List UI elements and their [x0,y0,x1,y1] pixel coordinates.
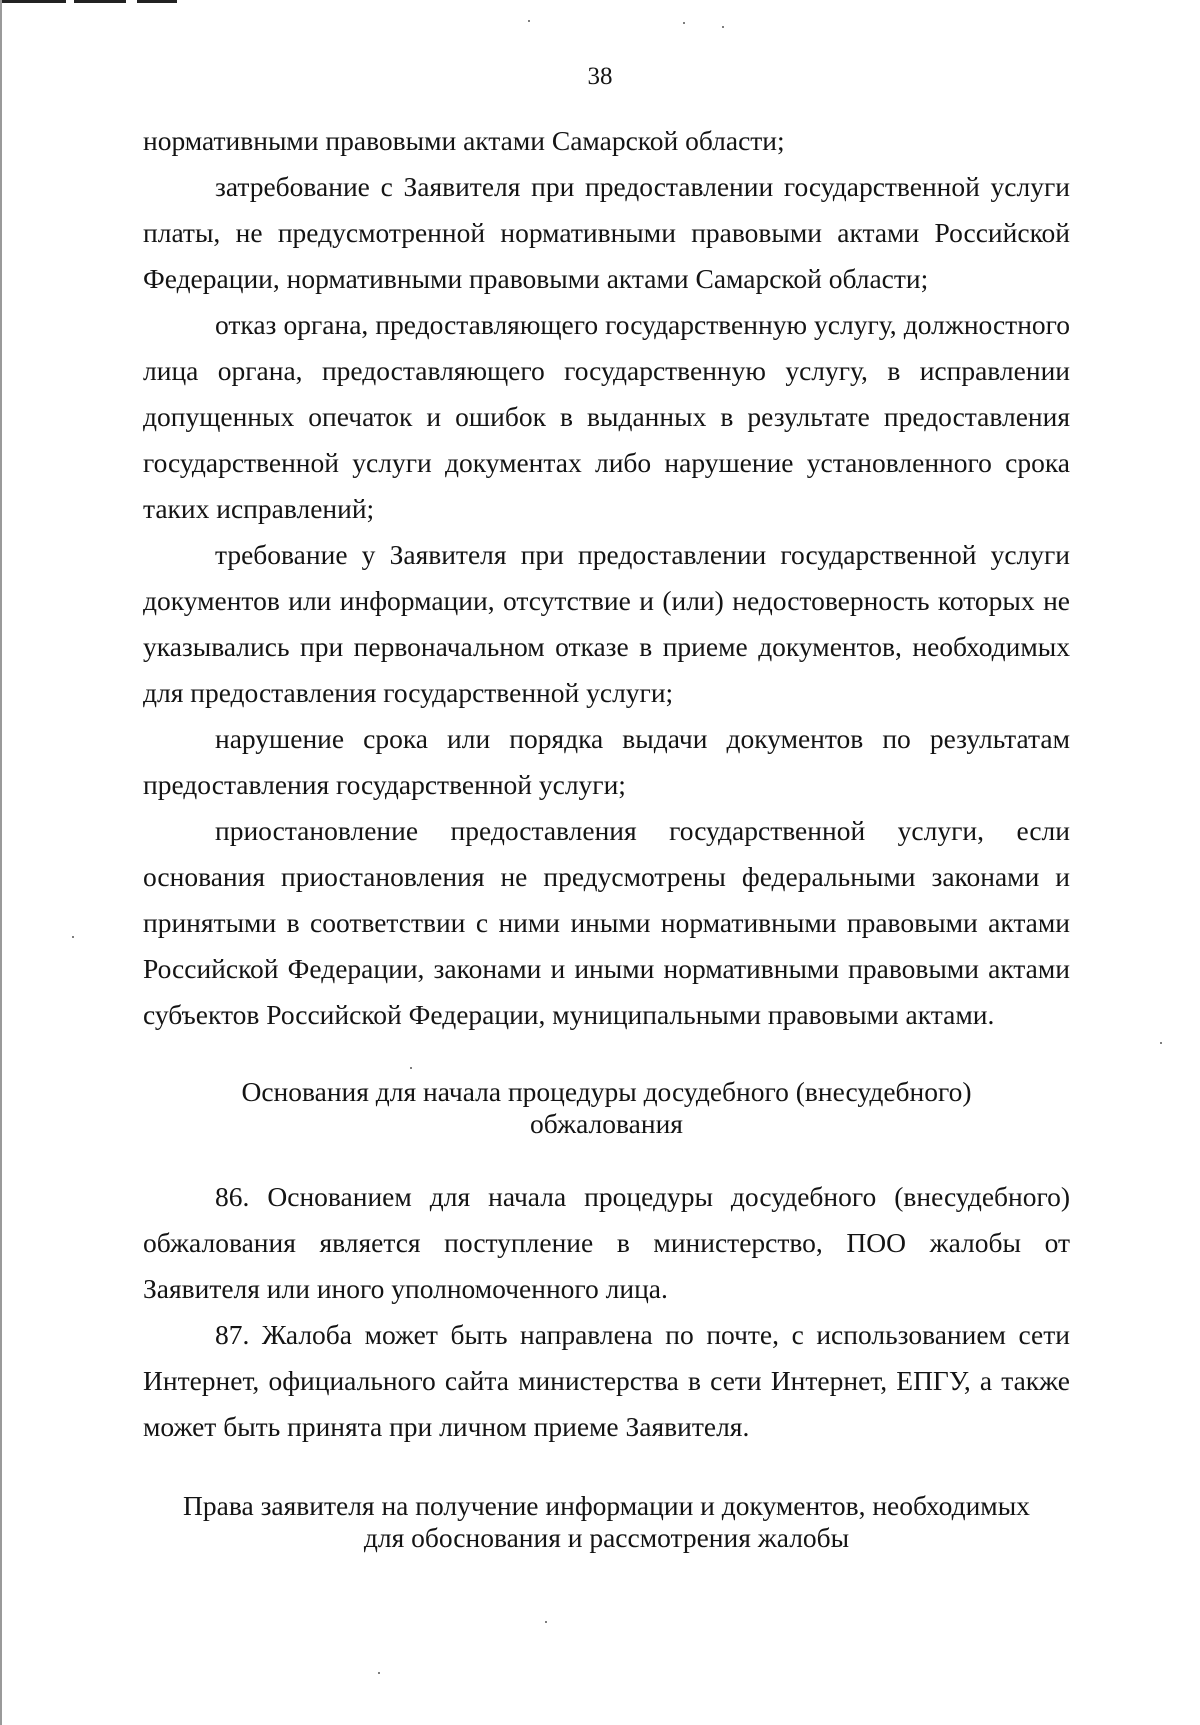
scan-edge-mark [74,0,126,3]
page-number: 38 [587,63,613,90]
paragraph: отказ органа, предоставляющего государственную услугу, должностного лица органа, предоставляющего государственную услугу, в исправлении допущенных опечаток и ошибок в выданных в результате предоставления государственной услуги документах либо нарушение установленного срока таких исправлений; [143,309,1070,524]
section-heading-line: Основания для начала процедуры досудебного (внесудебного) [241,1076,972,1107]
section-heading [143,1490,1070,1554]
scan-speck [683,22,685,24]
scan-speck [1160,1042,1162,1044]
paragraph-86: 86. Основанием для начала процедуры досудебного (внесудебного) обжалования является поступление в министерство, ПОО жалобы от Заявителя или иного уполномоченного лица. [143,1181,1070,1304]
scan-edge-mark [137,0,177,3]
scan-speck [528,20,530,22]
paragraph: нормативными правовыми актами Самарской области; [143,125,785,156]
scan-left-border [0,0,2,1725]
scan-edge-mark [0,0,66,3]
scan-speck [545,1621,547,1623]
document-body [143,118,1070,1554]
section-heading-line: обжалования [530,1108,683,1139]
scan-speck [722,26,724,28]
paragraph: затребование с Заявителя при предоставлении государственной услуги платы, не предусмотренной нормативными правовыми актами Российской Федерации, нормативными правовыми актами Самарской области; [143,171,1070,294]
paragraph: требование у Заявителя при предоставлении государственной услуги документов или информации, отсутствие и (или) недостоверность которых не указывались при первоначальном отказе в приеме документов, необходимых для предоставления государственной услуги; [143,539,1070,708]
section-heading-line: Права заявителя на получение информации и документов, необходимых [183,1490,1030,1521]
paragraph-87: 87. Жалоба может быть направлена по почте, с использованием сети Интернет, официального сайта министерства в сети Интернет, ЕПГУ, а также может быть принята при личном приеме Заявителя. [143,1319,1070,1442]
scan-speck [72,936,74,938]
paragraph: приостановление предоставления государственной услуги, если основания приостановления не предусмотрены федеральными законами и принятыми в соответствии с ними иными нормативными правовыми актами Российской Федерации, законами и иными нормативными правовыми актами субъектов Российской Федерации, муниципальными правовыми актами. [143,815,1070,1030]
scan-speck [378,1672,380,1674]
paragraph: нарушение срока или порядка выдачи документов по результатам предоставления государственной услуги; [143,723,1070,800]
section-heading-line: для обоснования и рассмотрения жалобы [363,1522,850,1553]
section-heading [143,1076,1070,1140]
